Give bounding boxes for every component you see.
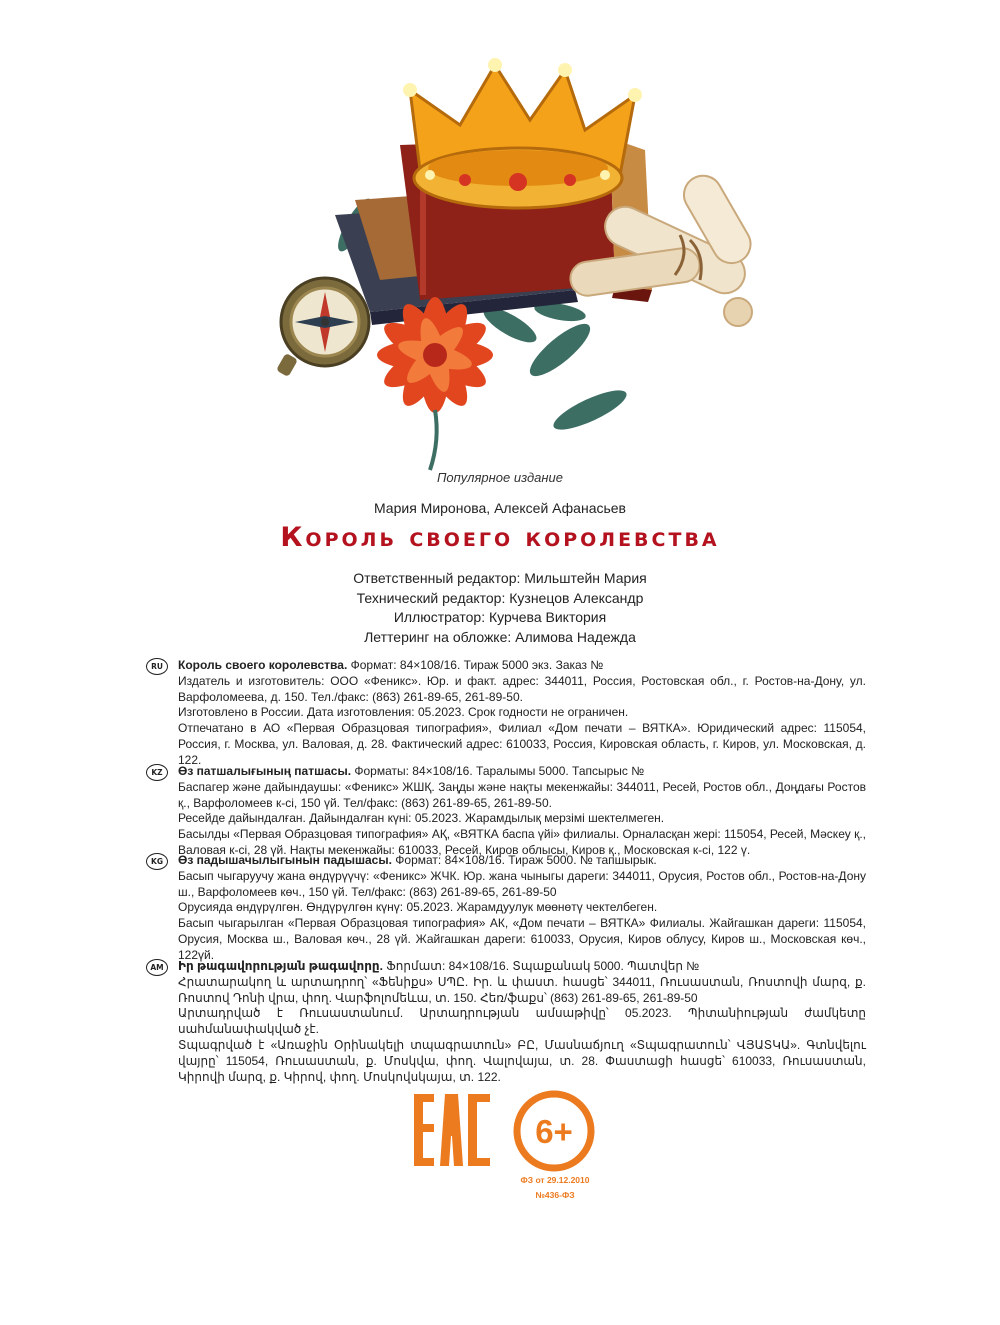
imprint-line: Баспагер және дайындаушы: «Феникс» ЖШҚ. Заңды және нақты мекенжайы: 344011, Ресей, Ростов обл., Доңдағы Ростов қ., Варфоломеев к-сі, 150 үй. Тел/факс: (863) 261-89-65, 261-89-50. <box>178 779 866 810</box>
edition-type: Популярное издание <box>436 470 564 485</box>
book-title: Король своего королевства <box>280 522 720 553</box>
badge-kz: KZ <box>146 764 168 781</box>
imprint-title: Король своего королевства. <box>178 658 348 672</box>
compass-icon <box>276 278 369 377</box>
age-rating-label: 6+ <box>535 1113 573 1150</box>
imprint-title: Өз патшалығының патшасы. <box>178 764 352 778</box>
eac-mark-icon <box>414 1094 490 1166</box>
crown-icon <box>403 58 642 208</box>
credit-line: Иллюстратор: Курчева Виктория <box>393 609 607 625</box>
badge-kg: KG <box>146 853 168 870</box>
badge-ru: RU <box>146 658 168 675</box>
imprint-heading <box>178 959 866 975</box>
imprint-line: Արտադրված է Ռուսաստանում. Արտադրության ամսաթիվը՝ 05.2023. Պիտանիության ժամկետը սահմանափակված չէ. <box>178 1006 866 1037</box>
imprint-line: Տպագրված է «Առաջին Օրինակելի տպագրատուն» ԲԸ, Մասնաճյուղ «Տպագրատուն՝ ՎՅԱՏԿԱ». Գտնվելու վայրը՝ 115054, Ռուսաստան, ք. Մոսկվա, փող. Վալովայա, տ. 28. Փաստացի հասցե՝ 610033, Ռուսաստան, Կիրովի մարզ, ք. Կիրով, փող. Մոսկովսկայա, տ. 122. <box>178 1037 866 1084</box>
imprint-kz <box>151 764 866 859</box>
imprint-heading <box>178 764 866 780</box>
imprint-heading <box>178 853 866 869</box>
law-reference-line2: №436-ФЗ <box>535 1190 575 1200</box>
imprint-kg <box>151 853 866 964</box>
imprint-format: Формат: 84×108/16. Тираж 5000 экз. Заказ № <box>347 658 604 672</box>
credits <box>0 569 1000 647</box>
imprint-heading <box>178 658 866 674</box>
imprint-title: Իր թագավորության թագավորը. <box>178 959 383 973</box>
credit-line: Леттеринг на обложке: Алимова Надежда <box>364 628 636 645</box>
imprint-line: Отпечатано в АО «Первая Образцовая типография», Филиал «Дом печати – ВЯТКА». Юридический адрес: 115054, Россия, г. Москва, ул. Валовая, д. 28. Фактический адрес: 610033, Россия, Кировская область, г. Киров, ул. Московская, д. 122. <box>178 721 866 767</box>
imprint-format: Ֆորմատ: 84×108/16. Տպաքանակ 5000. Պատվեր № <box>382 959 700 973</box>
imprint-line: Басып чыгаруучу жана өндүрүүчү: «Феникс» ЖЧК. Юр. жана чыныгы дареги: 344011, Орусия, Ростов обл., Ростов-на-Дону ш., Варфоломеев көч., 150 үй. Тел/факс: (863) 261-89-65, 261-89-50 <box>178 868 866 899</box>
badge-am: AM <box>146 959 168 976</box>
imprint-line: Басылды «Первая Образцовая типография» АҚ, «ВЯТКА баспа үйі» филиалы. Орналасқан жері: 115054, Ресей, Мәскеу қ., Валовая к-сі, 28 үй. Нақты мекенжайы: 610033, Ресей, Киров облысы, Киров қ., Московская к-сі, 122 ү. <box>178 827 866 857</box>
flower-icon <box>377 297 493 470</box>
age-rating-icon <box>512 1089 596 1173</box>
cover-illustration <box>260 50 780 475</box>
imprint-line: Հրատարակող և արտադրող՝ «Ֆենիքս» ՍՊԸ. Իր. և փաստ. հասցե՝ 344011, Ռուսաստան, Ռոստովի մարզ, ք. Ռոստով Դոնի վրա, փող. Վարֆոլոմեևա, տ. 150. Հեռ/ֆաքս՝ (863) 261-89-65, 261-89-50 <box>178 974 866 1005</box>
credit-line: Технический редактор: Кузнецов Александр <box>356 589 644 606</box>
authors: Мария Миронова, Алексей Афанасьев <box>373 500 626 516</box>
imprint-line: Орусияда өндүрүлгөн. Өндүрүлгөн күнү: 05.2023. Жарамдуулук мөөнөтү чектелбеген. <box>178 900 658 915</box>
credit-line: Ответственный редактор: Мильштейн Мария <box>353 570 647 586</box>
imprint-line: Басып чыгарылган «Первая Образцовая типография» АК, «Дом печати – ВЯТКА» Филиалы. Жайгашкан дареги: 115054, Орусия, Москва ш., Валовая көч., 28 үй. Жайгашкан дареги: 610033, Орусия, Киров облусу, Киров ш., Московская көч., 122үй. <box>178 916 866 962</box>
imprint-line: Изготовлено в России. Дата изготовления: 05.2023. Срок годности не ограничен. <box>178 705 629 720</box>
imprint-line: Ресейде дайындалған. Дайындалған күні: 05.2023. Жарамдылық мерзімі шектелмеген. <box>178 811 665 826</box>
imprint-am <box>150 959 866 1085</box>
law-reference-line1: ФЗ от 29.12.2010 <box>520 1175 590 1185</box>
imprint-format: Форматы: 84×108/16. Таралымы 5000. Тапсырыс № <box>351 764 645 778</box>
imprint-title: Өз падышачылыгынын падышасы. <box>178 853 392 867</box>
imprint-format: Формат: 84×108/16. Тираж 5000. № тапшырык. <box>391 853 657 867</box>
imprint-ru <box>151 658 866 769</box>
imprint-line: Издатель и изготовитель: ООО «Феникс». Юр. и факт. адрес: 344011, Россия, Ростовская обл., г. Ростов-на-Дону, ул. Варфоломеева, д. 150. Тел./факс: (863) 261-89-65, 261-89-50. <box>178 673 866 704</box>
